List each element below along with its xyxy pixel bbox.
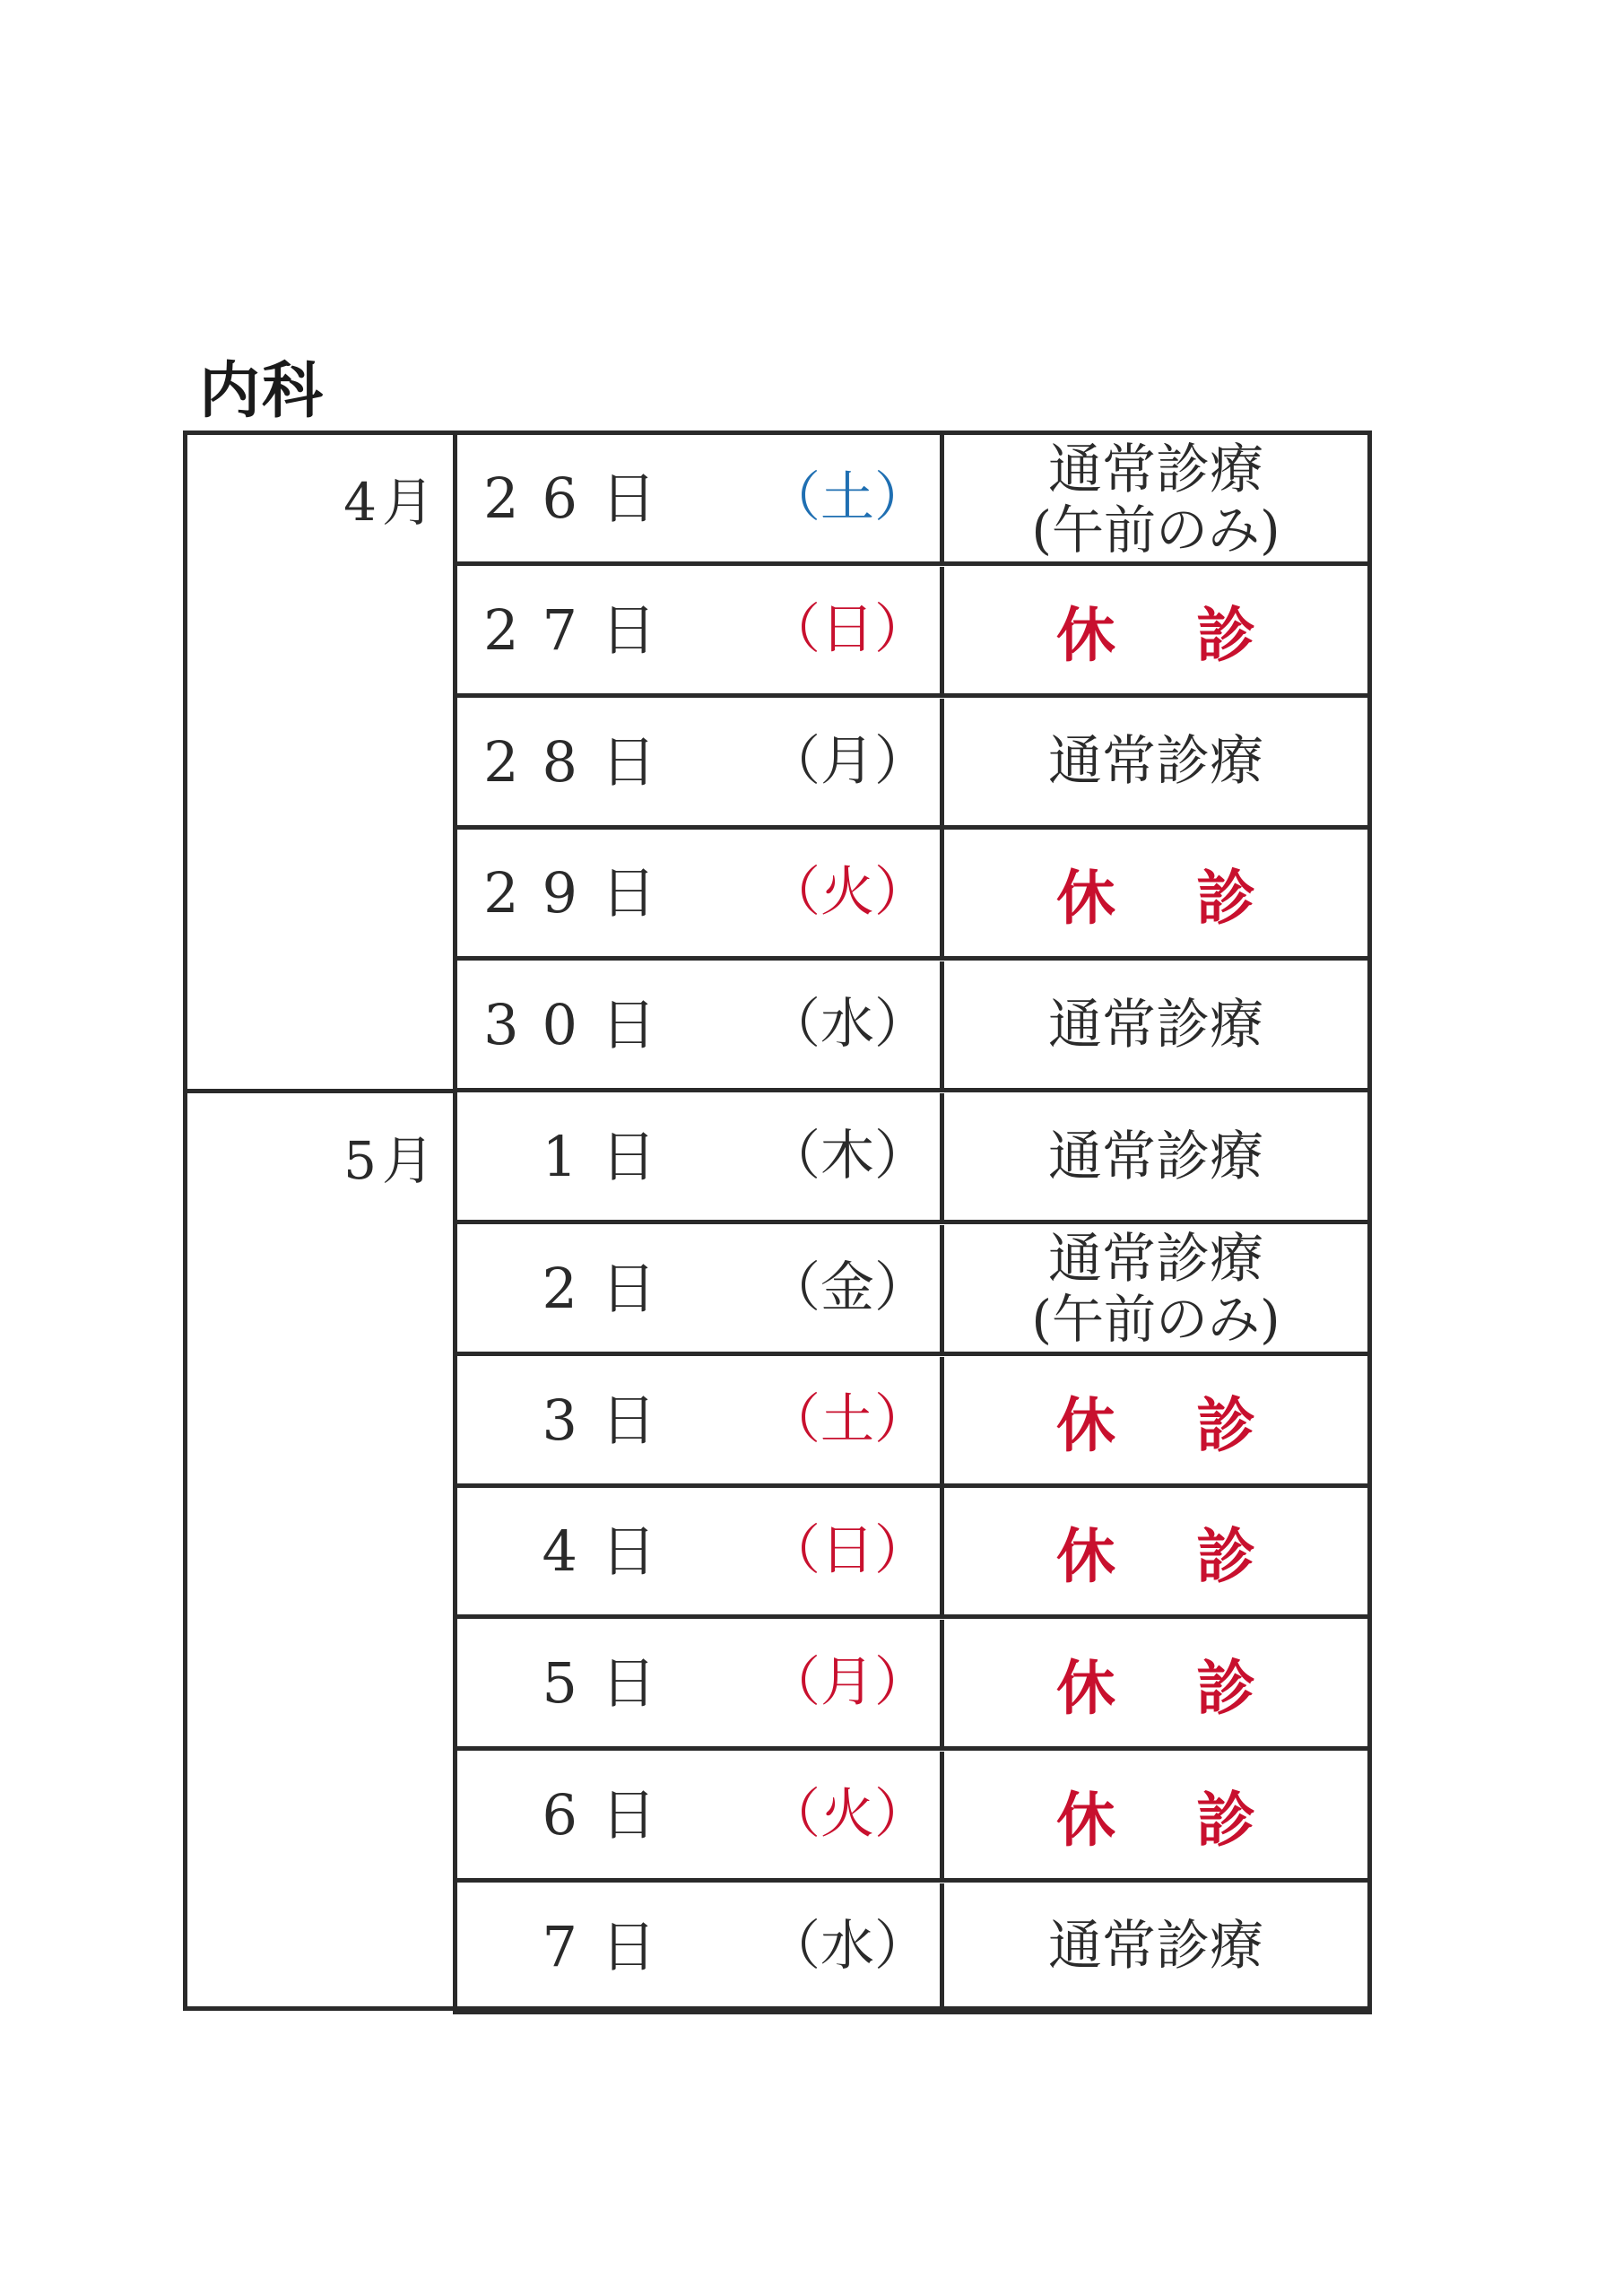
status-cell xyxy=(944,567,1372,698)
status-cell xyxy=(944,1488,1372,1619)
status-cell xyxy=(944,961,1372,1092)
table-row xyxy=(453,1620,1372,1751)
status-cell xyxy=(944,1225,1372,1356)
status-content xyxy=(944,1225,1367,1352)
weekday-label: （月） xyxy=(767,1651,928,1715)
date-cell xyxy=(453,961,944,1092)
date-cell xyxy=(453,1752,944,1883)
date-cell xyxy=(453,699,944,830)
status-closed: 休診 xyxy=(1056,1654,1336,1724)
status-cell xyxy=(944,830,1372,961)
status-cell xyxy=(944,435,1372,566)
day-number: 2日 xyxy=(542,1255,680,1321)
table-row xyxy=(453,1752,1372,1883)
table-row xyxy=(453,830,1372,961)
weekday-label: （土） xyxy=(767,1387,928,1451)
date-cell xyxy=(453,1225,944,1356)
table-row xyxy=(453,961,1372,1092)
day-number: 5日 xyxy=(542,1650,680,1717)
date-cell xyxy=(453,435,944,566)
weekday-label: （火） xyxy=(767,1783,928,1846)
table-row xyxy=(453,1488,1372,1619)
status-content xyxy=(944,961,1367,1088)
status-cell xyxy=(944,1752,1372,1883)
day-number: 26日 xyxy=(483,465,680,531)
weekday-label: （月） xyxy=(767,729,928,793)
day-number: 4日 xyxy=(542,1518,680,1585)
table-row xyxy=(453,435,1372,566)
day-number: 3日 xyxy=(542,1387,680,1453)
month-label-may: 5月 xyxy=(343,1130,439,1191)
status-cell xyxy=(944,1093,1372,1224)
weekday-label: （木） xyxy=(767,1125,928,1187)
weekday-label: （金） xyxy=(767,1256,928,1319)
status-content xyxy=(944,830,1367,956)
weekday-label: （日） xyxy=(767,1519,928,1583)
page-title: 内科 xyxy=(199,356,325,427)
status-content xyxy=(944,1488,1367,1614)
status-closed: 休診 xyxy=(1056,864,1336,934)
table-row xyxy=(453,567,1372,698)
status-cell xyxy=(944,1357,1372,1488)
date-cell xyxy=(453,567,944,698)
date-cell xyxy=(453,1883,944,2014)
table-row xyxy=(453,1357,1372,1488)
status-cell xyxy=(944,1883,1372,2014)
day-number: 28日 xyxy=(483,728,680,795)
date-cell xyxy=(453,1488,944,1619)
table-row xyxy=(453,1225,1372,1356)
weekday-label: （水） xyxy=(767,1914,928,1978)
table-row xyxy=(453,1883,1372,2014)
status-content xyxy=(944,1093,1367,1220)
status-normal: 通常診療 xyxy=(1048,730,1263,794)
date-cell xyxy=(453,1093,944,1224)
status-content xyxy=(944,435,1367,561)
status-content xyxy=(944,567,1367,693)
weekday-label: （土） xyxy=(767,466,928,529)
status-closed: 休診 xyxy=(1056,1522,1336,1592)
status-normal: 通常診療 xyxy=(1048,1915,1263,1979)
status-normal: 通常診療 xyxy=(1048,1228,1263,1292)
status-closed: 休診 xyxy=(1056,600,1336,670)
date-cell xyxy=(453,1357,944,1488)
day-number: 30日 xyxy=(483,992,680,1058)
day-number: 1日 xyxy=(542,1124,680,1189)
status-normal: 通常診療 xyxy=(1048,438,1263,501)
table-row xyxy=(453,699,1372,830)
weekday-label: （日） xyxy=(767,597,928,661)
status-note: (午前のみ) xyxy=(1031,1289,1280,1351)
status-content xyxy=(944,1620,1367,1746)
status-content xyxy=(944,1752,1367,1878)
status-normal: 通常診療 xyxy=(1048,1125,1263,1188)
weekday-label: （火） xyxy=(767,861,928,925)
month-divider xyxy=(183,1089,457,1093)
day-number: 29日 xyxy=(483,860,680,926)
status-cell xyxy=(944,699,1372,830)
table-row xyxy=(453,1093,1372,1224)
date-cell xyxy=(453,830,944,961)
weekday-label: （水） xyxy=(767,993,928,1057)
date-cell xyxy=(453,1620,944,1751)
status-note: (午前のみ) xyxy=(1031,499,1280,561)
status-content xyxy=(944,699,1367,825)
day-number: 7日 xyxy=(542,1913,680,1979)
month-label-april: 4月 xyxy=(343,472,439,533)
status-content xyxy=(944,1357,1367,1483)
day-number: 6日 xyxy=(542,1782,680,1848)
status-closed: 休診 xyxy=(1056,1390,1336,1460)
status-closed: 休診 xyxy=(1056,1786,1336,1855)
status-content xyxy=(944,1883,1367,2010)
status-normal: 通常診療 xyxy=(1048,993,1263,1057)
day-number: 27日 xyxy=(483,596,680,663)
status-cell xyxy=(944,1620,1372,1751)
